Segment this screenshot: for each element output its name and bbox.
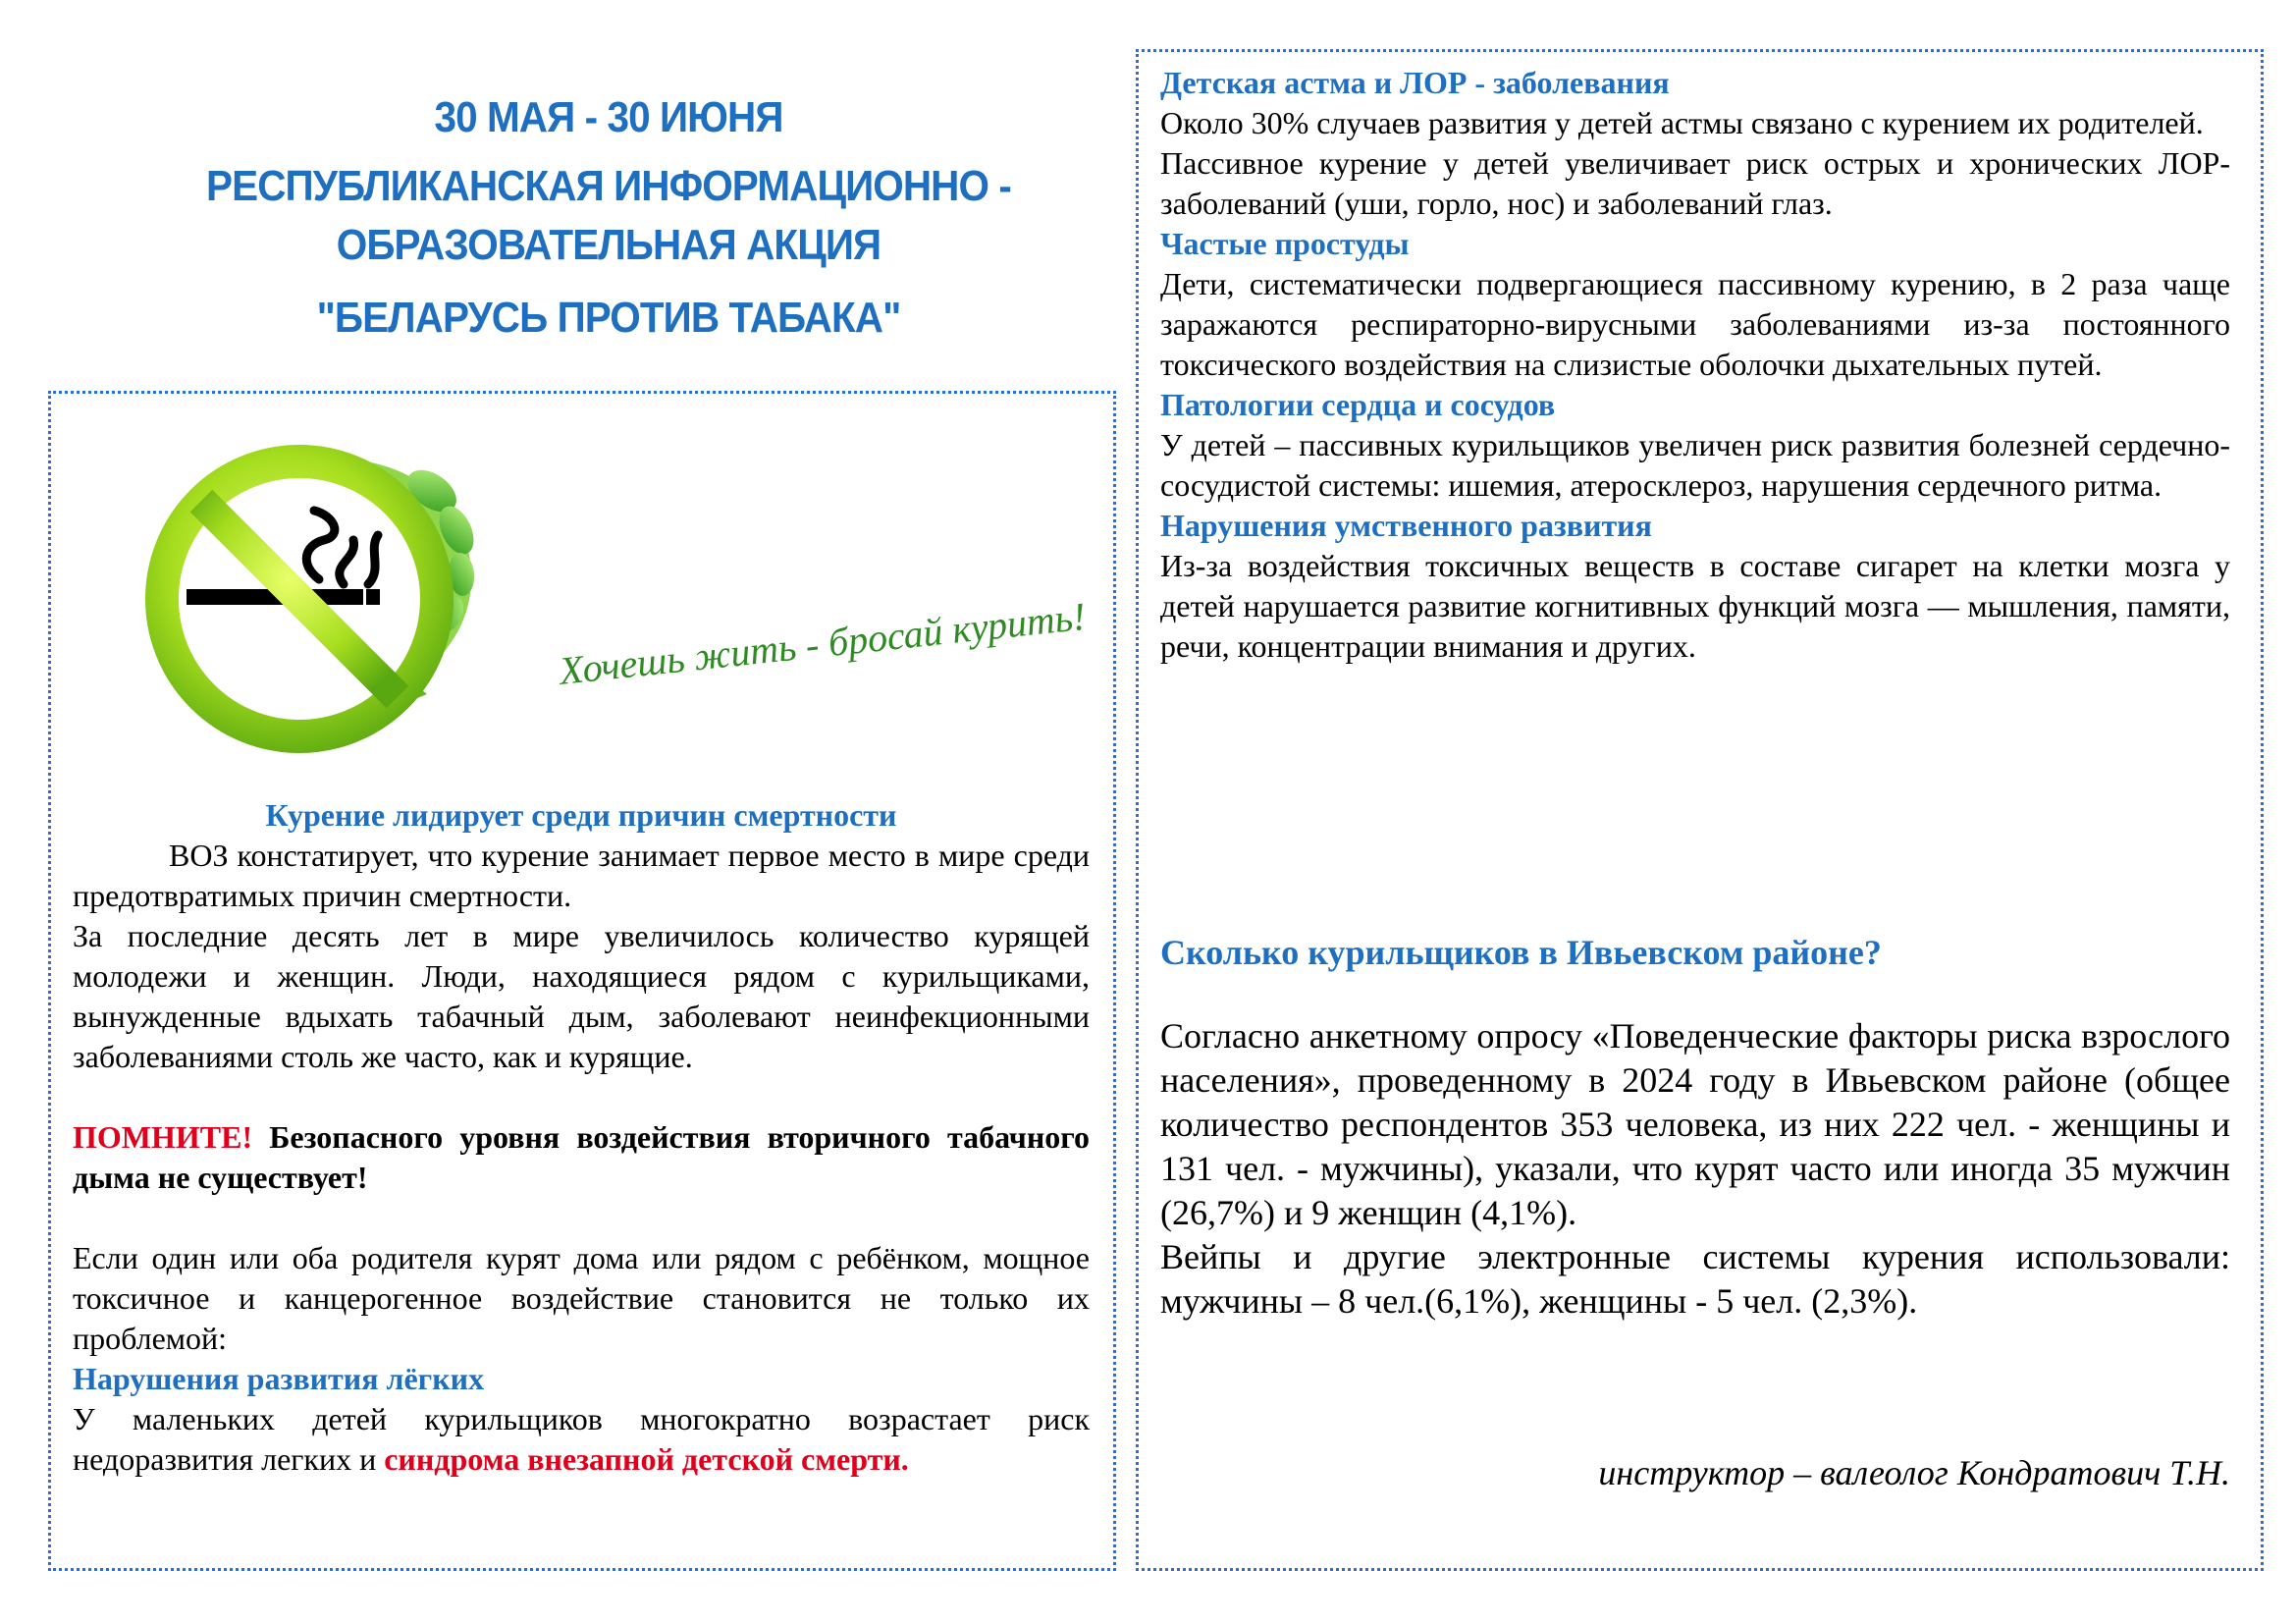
lungs-red-text: синдрома внезапной детской смерти. <box>384 1441 909 1477</box>
right-text-block <box>1160 63 2230 667</box>
section-title-heart: Патологии сердца и сосудов <box>1160 387 1556 422</box>
paragraph-asthma-1: Около 30% случаев развития у детей астмы связано с курением их родителей. <box>1160 105 2204 140</box>
section-title-asthma: Детская астма и ЛОР - заболевания <box>1160 65 1670 100</box>
section-title-mind: Нарушения умственного развития <box>1160 508 1652 543</box>
paragraph-youth: За последние десять лет в мире увеличилось количество курящей молодежи и женщин. Люди, находящиеся рядом с курильщиками, вынужденные вдыхать табачный дым, заболевают неинфекционными заболеваниями столь же часто, как и курящие. <box>73 918 1090 1074</box>
paragraph-parents: Если один или оба родителя курят дома или рядом с ребёнком, мощное токсичное и канцерогенное воздействие становится не только их проблемой: <box>73 1240 1090 1356</box>
smokers-count-block <box>1160 931 2230 1324</box>
paragraph-who: ВОЗ констатирует, что курение занимает первое место в мире среди предотвратимых причин смертности. <box>73 838 1090 913</box>
paragraph-asthma-2: Пассивное курение у детей увеличивает риск острых и хронических ЛОР-заболеваний (уши, горло, нос) и заболеваний глаз. <box>1160 145 2230 221</box>
paragraph-mind: Из-за воздействия токсичных веществ в составе сигарет на клетки мозга у детей нарушается развитие когнитивных функций мозга — мышления, памяти, речи, концентрации внимания и других. <box>1160 548 2230 664</box>
remember-note <box>73 1117 1090 1198</box>
author-signature: инструктор – валеолог Кондратович Т.Н. <box>1598 1453 2230 1492</box>
slogan: Хочешь жить - бросай курить! <box>557 593 1089 693</box>
left-text-block <box>73 795 1090 1480</box>
section-title-count: Сколько курильщиков в Ивьевском районе? <box>1160 933 1882 972</box>
section-title-lungs: Нарушения развития лёгких <box>73 1361 485 1396</box>
header-title: "БЕЛАРУСЬ ПРОТИВ ТАБАКА" <box>316 294 901 342</box>
paragraph-survey: Согласно анкетному опросу «Поведенческие факторы риска взрослого населения», проведенному в 2024 году в Ивьевском районе (общее количество респондентов 353 человека, из них 222 чел. - женщины и 131 чел. - мужчины), указали, что курят часто или иногда 35 мужчин (26,7%) и 9 женщин (4,1%). <box>1160 1016 2230 1232</box>
paragraph-lungs <box>73 1399 1090 1480</box>
paragraph-vapes: Вейпы и другие электронные системы курения использовали: мужчины – 8 чел.(6,1%), женщины - 5 чел. (2,3%). <box>1160 1237 2230 1321</box>
remember-text: Безопасного уровня воздействия вторичного табачного дыма не существует! <box>73 1119 1091 1195</box>
lungs-text: У маленьких детей курильщиков многократно возрастает риск недоразвития легких и <box>73 1401 1090 1477</box>
section-title-mortality: Курение лидирует среди причин смертности <box>265 797 897 833</box>
header-dates: 30 МАЯ - 30 ИЮНЯ <box>434 93 783 141</box>
section-title-colds: Частые простуды <box>1160 226 1410 261</box>
paragraph-heart: У детей – пассивных курильщиков увеличен риск развития болезней сердечно-сосудистой системы: ишемия, атеросклероз, нарушения сердечного ритма. <box>1160 427 2230 503</box>
paragraph-colds: Дети, систематически подвергающиеся пассивному курению, в 2 раза чаще заражаются респираторно-вирусными заболеваниями из-за постоянного токсического воздействия на слизистые оболочки дыхательных путей. <box>1160 266 2230 382</box>
header-campaign: РЕСПУБЛИКАНСКАЯ ИНФОРМАЦИОННО - ОБРАЗОВАТЕЛЬНАЯ АКЦИЯ <box>206 162 1011 269</box>
page-header <box>39 88 1178 348</box>
remember-label: ПОМНИТЕ! <box>73 1119 253 1155</box>
no-smoking-icon <box>133 437 496 761</box>
